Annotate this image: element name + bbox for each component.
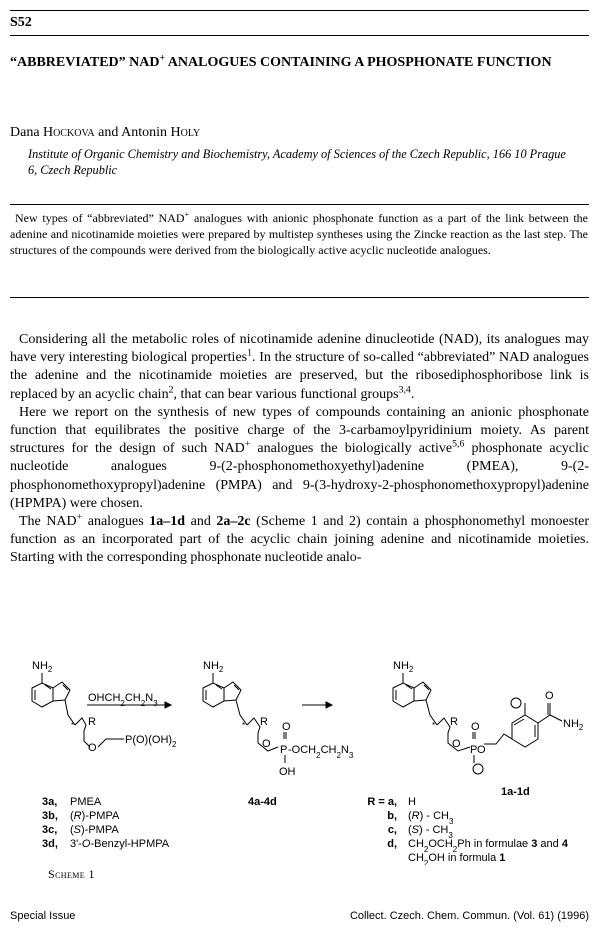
abstract-top-rule bbox=[10, 204, 589, 205]
hydroxyl-label: OH bbox=[279, 766, 296, 778]
paragraph: Here we report on the synthesis of new types of compounds containing an anionic phosphonate function that equilibrates the positive charge of the 3-carbamoylpyridinium moiety. As parent structures for the design of such NAD+ analogues the biologically active$^{5,6}$ phosphonate acyclic nucleotide analogues 9-(2-phosphonomethoxyethyl)adenine (PMEA), 9-(2-phosphonomethoxypropyl)adenine (PMPA) and 9-(3-hydroxy-2-phosphonomethoxypropyl)adenine (HPMPA) were chosen. bbox=[10, 404, 590, 511]
ether-o: O bbox=[262, 738, 271, 750]
legend-text: H bbox=[408, 796, 416, 808]
authors: Dana Hockova and Antonin Holy bbox=[10, 125, 201, 140]
header-rule bbox=[10, 35, 589, 36]
legend-r bbox=[367, 796, 568, 865]
stereo-star: * bbox=[242, 721, 246, 730]
legend-3 bbox=[42, 796, 170, 850]
reagent-label: $OHCH_2CH_2N_3$ bbox=[88, 692, 158, 708]
legend-text: 3'-O-Benzyl-HPMPA bbox=[70, 838, 170, 850]
stereo-star: * bbox=[71, 721, 75, 730]
r-label: R bbox=[88, 716, 96, 728]
nh2-label: $NH_2$ bbox=[32, 660, 53, 674]
page-label: S52 bbox=[10, 15, 32, 30]
legend-text: $CH_2OCH_2Ph$ in formulae 3 and 4 bbox=[408, 838, 568, 854]
phosphoryl-o: O bbox=[282, 721, 291, 733]
r-label: R bbox=[260, 716, 268, 728]
affiliation: Institute of Organic Chemistry and Biochemistry, Academy of Sciences of the Czech Republic, 166 10 Prague 6, Czech Republic bbox=[28, 147, 566, 177]
abstract-bottom-rule bbox=[10, 297, 589, 298]
minus-charge-icon bbox=[473, 764, 483, 774]
adenine-4 bbox=[203, 673, 286, 763]
r-label: R bbox=[450, 716, 458, 728]
ester-label: $-OCH_2CH_2N_3$ bbox=[288, 744, 354, 760]
adenine-3 bbox=[32, 673, 124, 747]
legend-id: 3d, bbox=[42, 838, 58, 850]
phosphorus-label: P bbox=[280, 744, 288, 756]
body-text bbox=[10, 331, 589, 568]
legend-id: c, bbox=[387, 824, 397, 836]
paragraph: Considering all the metabolic roles of nicotinamide adenine dinucleotide (NAD), its analogues may have very interesting biological properties$^1$. In the structure of so-called “abbreviated” NAD analogues the adenine and the nicotinamide moieties are preserved, but the ribosediphosphoribose link is replaced by an acyclic chain$^2$, that can bear various functional groups$^{3,4}$. bbox=[10, 332, 589, 402]
reaction-scheme bbox=[0, 635, 600, 865]
article-title: “ABBREVIATED” NAD+ ANALOGUES CONTAINING A PHOSPHONATE FUNCTION bbox=[10, 52, 552, 70]
legend-text: $(R) - CH_3$ bbox=[408, 810, 454, 826]
paragraph: The NAD+ analogues 1a–1d and 2a–2c (Scheme 1 and 2) contain a phosphonomethyl monoester function as an incorporated part of the acyclic chain joining adenine and nicotinamide moieties. Starting with the corresponding phosphonate nucleotide analo- bbox=[10, 511, 589, 566]
compound-label-4: 4a-4d bbox=[248, 796, 277, 808]
legend-id: b, bbox=[387, 810, 397, 822]
legend-text: (S)-PMPA bbox=[70, 824, 119, 836]
footer-citation: Collect. Czech. Chem. Commun. (Vol. 61) (1996) bbox=[349, 910, 589, 922]
ester-o: O bbox=[477, 744, 486, 756]
legend-id: d, bbox=[387, 838, 397, 850]
ether-o: O bbox=[88, 742, 97, 754]
abstract: New types of “abbreviated” NAD+ analogues with anionic phosphonate function as a part of the link between the adenine and nicotinamide moieties were prepared by multistep syntheses using the Zincke reaction as the last step. The structures of the compounds were derived from the biologically active acyclic nucleotide analogues. bbox=[10, 210, 588, 257]
stereo-star: * bbox=[432, 721, 436, 730]
legend-text: (R)-PMPA bbox=[70, 810, 120, 822]
legend-id: 3c, bbox=[42, 824, 58, 836]
top-rule bbox=[10, 10, 589, 11]
legend-text: $CH_2OH$ in formula 1 bbox=[408, 852, 506, 865]
amide-o: O bbox=[545, 690, 554, 702]
ether-o: O bbox=[452, 738, 461, 750]
plus-charge-icon bbox=[511, 698, 521, 708]
footer-issue: Special Issue bbox=[10, 910, 76, 922]
phosphorus-label: P bbox=[470, 744, 478, 756]
scheme-caption: Scheme 1 bbox=[48, 867, 95, 881]
nh2-label: $NH_2$ bbox=[393, 660, 414, 674]
legend-id: R = a, bbox=[367, 796, 397, 808]
nh2-label: $NH_2$ bbox=[203, 660, 224, 674]
phosphoryl-o: O bbox=[471, 721, 480, 733]
amide-nh2: $NH_2$ bbox=[563, 718, 584, 732]
legend-id: 3a, bbox=[42, 796, 58, 808]
phosphonic-acid-label: $P(O)(OH)_2$ bbox=[125, 734, 177, 749]
legend-id: 3b, bbox=[42, 810, 58, 822]
legend-text: $(S) - CH_3$ bbox=[408, 824, 453, 840]
compound-label-1: 1a-1d bbox=[501, 786, 530, 798]
legend-text: PMEA bbox=[70, 796, 102, 808]
